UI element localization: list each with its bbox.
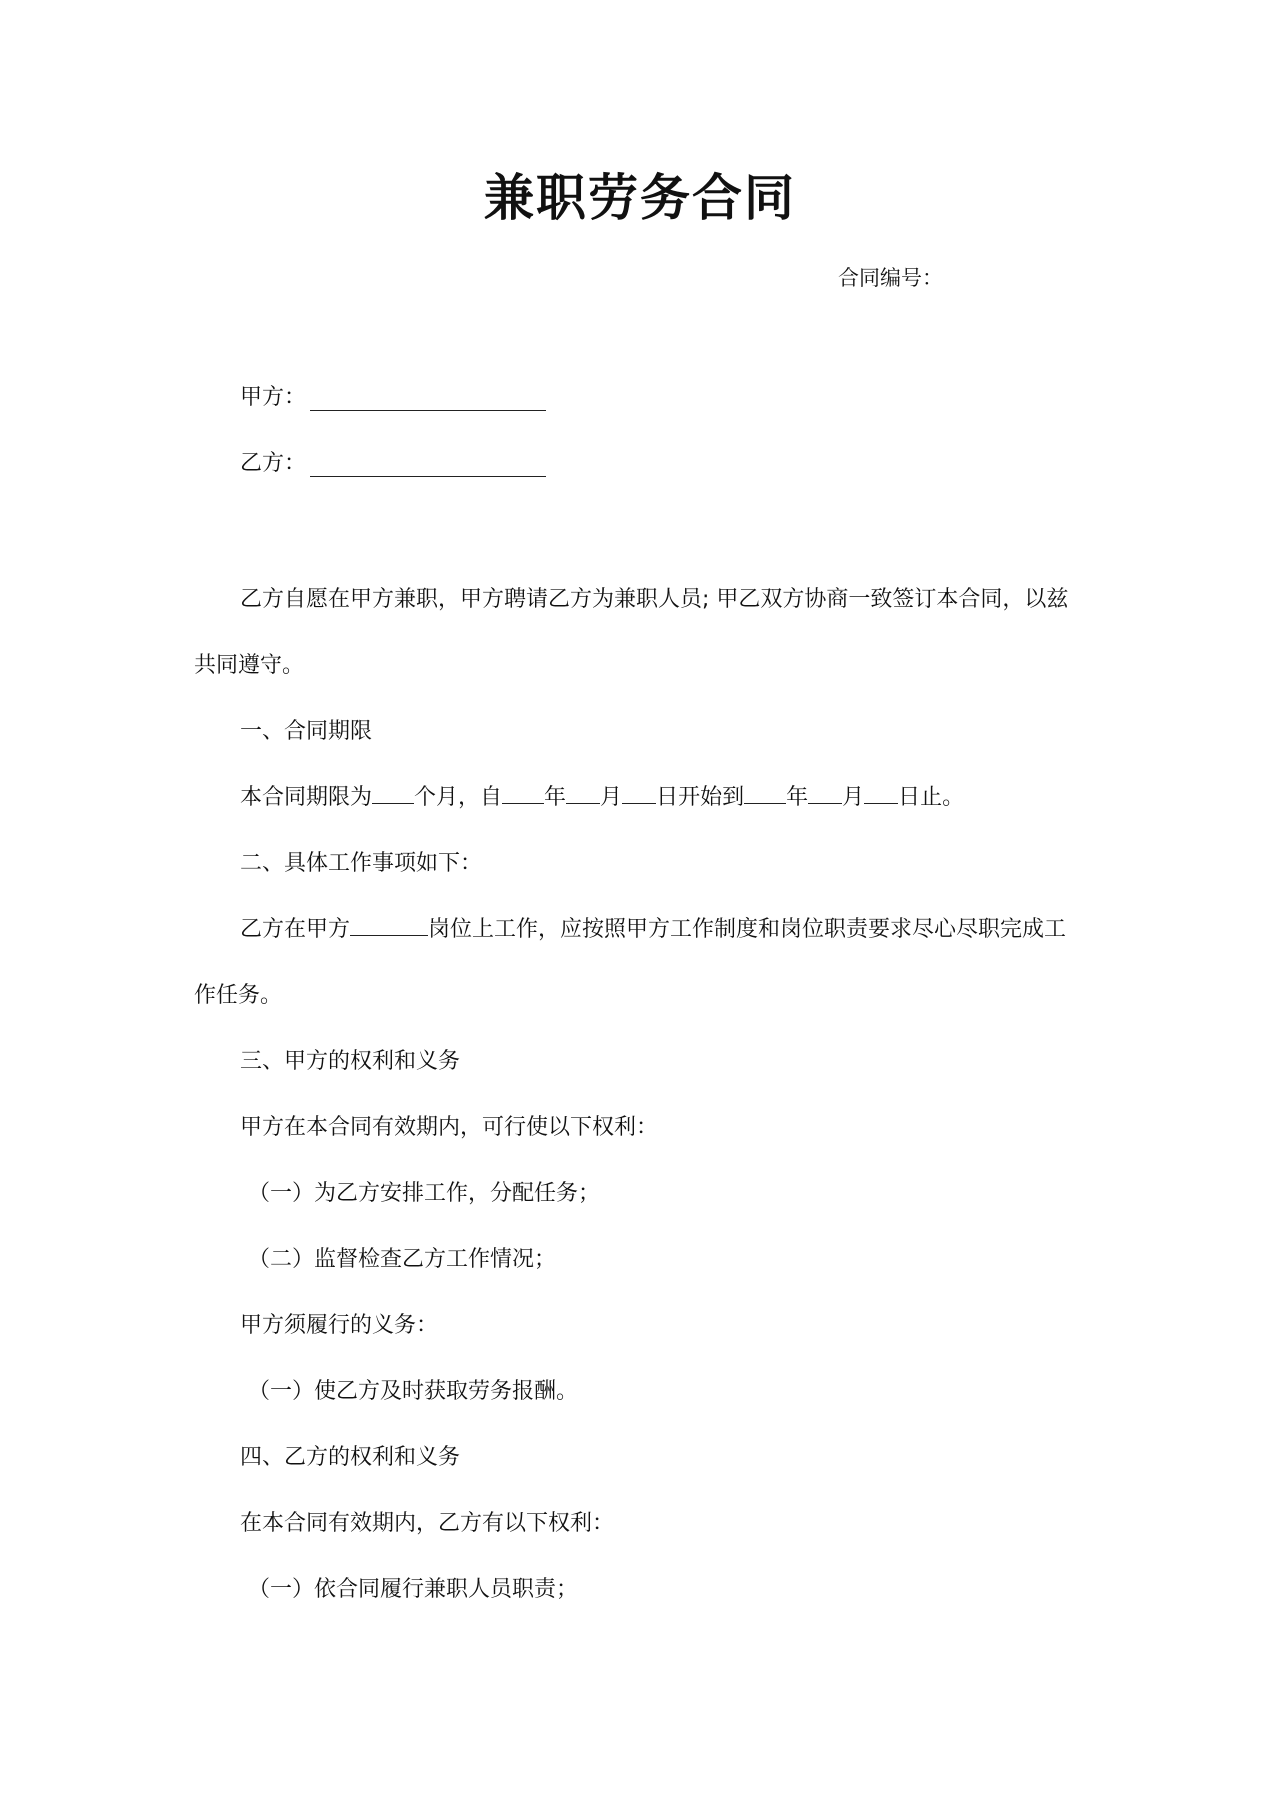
section-3-duty-intro: 甲方须履行的义务： — [240, 1313, 439, 1338]
document-title: 兼职劳务合同 — [484, 169, 796, 227]
party-b-label: 乙方： — [240, 451, 307, 476]
term-text-1: 本合同期限为 — [240, 785, 373, 810]
section-4-heading: 四、乙方的权利和义务 — [240, 1445, 461, 1470]
party-b-blank — [310, 456, 546, 477]
section-3-rights-intro: 甲方在本合同有效期内，可行使以下权利： — [240, 1115, 659, 1140]
term-paragraph — [240, 780, 1140, 811]
intro-paragraph-line1: 乙方自愿在甲方兼职，甲方聘请乙方为兼职人员; 甲乙双方协商一致签订本合同，以兹 — [240, 587, 1069, 612]
term-text-5: 日开始到 — [656, 785, 745, 810]
start-year-blank — [502, 785, 544, 804]
party-a-label: 甲方： — [240, 385, 307, 410]
term-months-blank — [372, 785, 414, 804]
start-day-blank — [622, 785, 656, 804]
party-a-blank — [310, 390, 546, 411]
section-3-right-2: （二）监督检查乙方工作情况； — [248, 1247, 557, 1272]
end-day-blank — [864, 785, 898, 804]
section-1-heading: 一、合同期限 — [240, 719, 373, 744]
end-year-blank — [744, 785, 786, 804]
section-2-heading: 二、具体工作事项如下： — [240, 851, 483, 876]
term-text-3: 年 — [544, 785, 567, 810]
section-4-right-1: （一）依合同履行兼职人员职责； — [248, 1577, 579, 1602]
work-text-2: 岗位上工作，应按照甲方工作制度和岗位职责要求尽心尽职完成工 — [428, 917, 1067, 942]
term-text-4: 月 — [600, 785, 623, 810]
work-paragraph-line2: 作任务。 — [194, 983, 283, 1008]
term-text-6: 年 — [786, 785, 809, 810]
party-a-row — [240, 380, 546, 411]
party-b-row — [240, 446, 546, 477]
position-blank — [350, 917, 428, 936]
term-text-2: 个月，自 — [414, 785, 503, 810]
section-3-duty-1: （一）使乙方及时获取劳务报酬。 — [248, 1379, 579, 1404]
section-3-heading: 三、甲方的权利和义务 — [240, 1049, 461, 1074]
contract-number-label: 合同编号： — [838, 266, 943, 290]
section-3-right-1: （一）为乙方安排工作，分配任务； — [248, 1181, 601, 1206]
term-text-8: 日止。 — [898, 785, 965, 810]
start-month-blank — [566, 785, 600, 804]
section-4-rights-intro: 在本合同有效期内，乙方有以下权利： — [240, 1511, 615, 1536]
work-text-1: 乙方在甲方 — [240, 917, 351, 942]
end-month-blank — [808, 785, 842, 804]
intro-paragraph-line2: 共同遵守。 — [194, 653, 305, 678]
work-paragraph-line1 — [240, 912, 1140, 943]
term-text-7: 月 — [842, 785, 865, 810]
